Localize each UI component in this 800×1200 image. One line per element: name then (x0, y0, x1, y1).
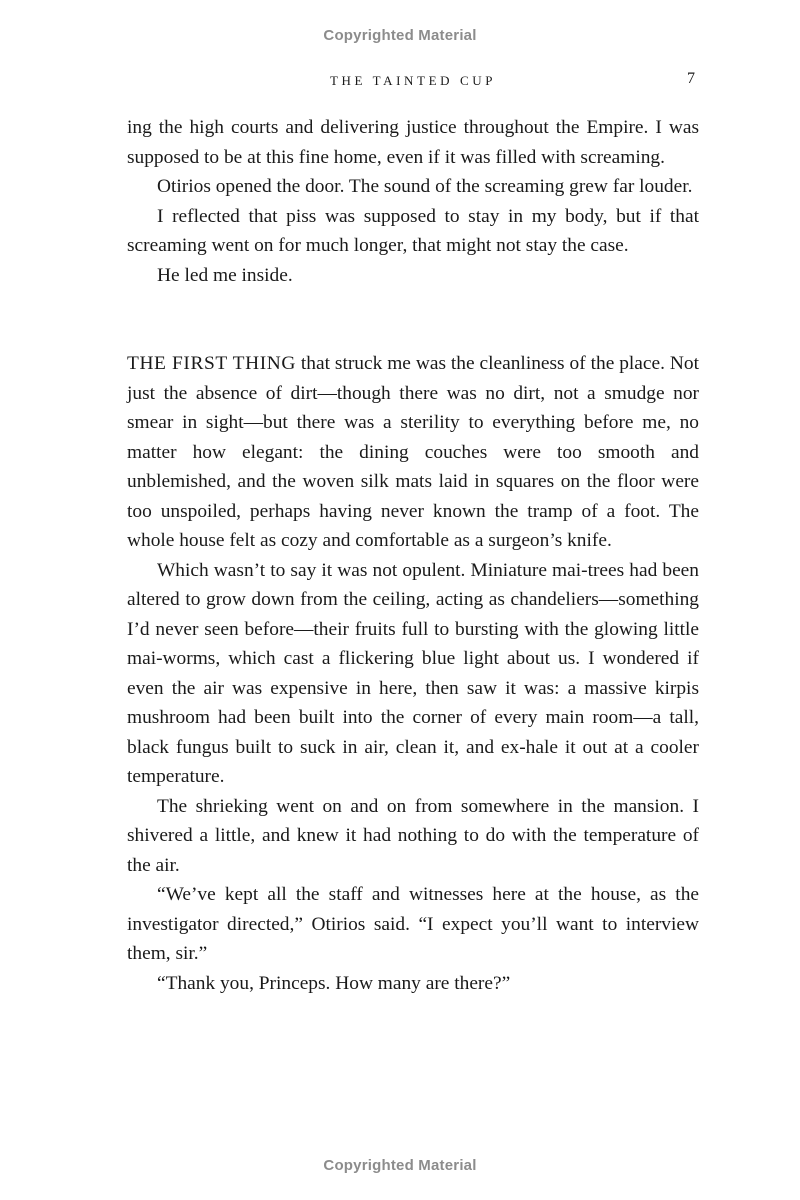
paragraph: “We’ve kept all the staff and witnesses here at the house, as the investigator directed,” Otirios said. “I expect you’ll want to interview them, sir.” (127, 884, 699, 964)
copyright-watermark-top: Copyrighted Material (323, 27, 477, 44)
paragraph: “Thank you, Princeps. How many are there?” (157, 972, 511, 994)
page-number: 7 (687, 70, 695, 87)
paragraph: The shrieking went on and on from somewhere in the mansion. I shivered a little, and knew it had nothing to do with the temperature of the air. (127, 795, 699, 876)
copyright-watermark-bottom: Copyrighted Material (323, 1157, 477, 1174)
paragraph: Otirios opened the door. The sound of the screaming grew far louder. (157, 176, 693, 197)
section-first-paragraph (127, 349, 699, 556)
paragraph: I reflected that piss was supposed to stay in my body, but if that screaming went on for much longer, that might not stay the case. (127, 205, 699, 256)
paragraph: He led me inside. (157, 264, 293, 286)
body-text (127, 113, 699, 998)
running-title: THE TAINTED CUP (329, 73, 497, 88)
paragraph: Which wasn’t to say it was not opulent. Miniature mai-trees had been altered to grow down from the ceiling, acting as chandeliers—something I’d never seen before—their fruits full to bursting with the glowing little mai-worms, which cast a flickering blue light about us. I wondered if even the air was expensive in here, then saw it was: a massive kirpis mushroom had been built into the corner of every main room—a tall, black fungus built to suck in air, clean it, and ex-hale it out at a cooler temperature. (127, 559, 699, 787)
running-header (127, 70, 699, 92)
paragraph-continued: ing the high courts and delivering justice throughout the Empire. I was supposed to be at this fine home, even if it was filled with screaming. (127, 117, 699, 168)
section-lead-in: THE FIRST THING (127, 353, 296, 374)
section-first-paragraph-text: that struck me was the cleanliness of the place. Not just the absence of dirt—though there was no dirt, not a smudge nor smear in sight—but there was a sterility to everything before me, no matter how elegant: the dining couches were too smooth and unblemished, and the woven silk mats laid in squares on the floor were too unspoiled, perhaps having never known the tramp of a foot. The whole house felt as cozy and comfortable as a surgeon’s knife. (127, 353, 699, 551)
